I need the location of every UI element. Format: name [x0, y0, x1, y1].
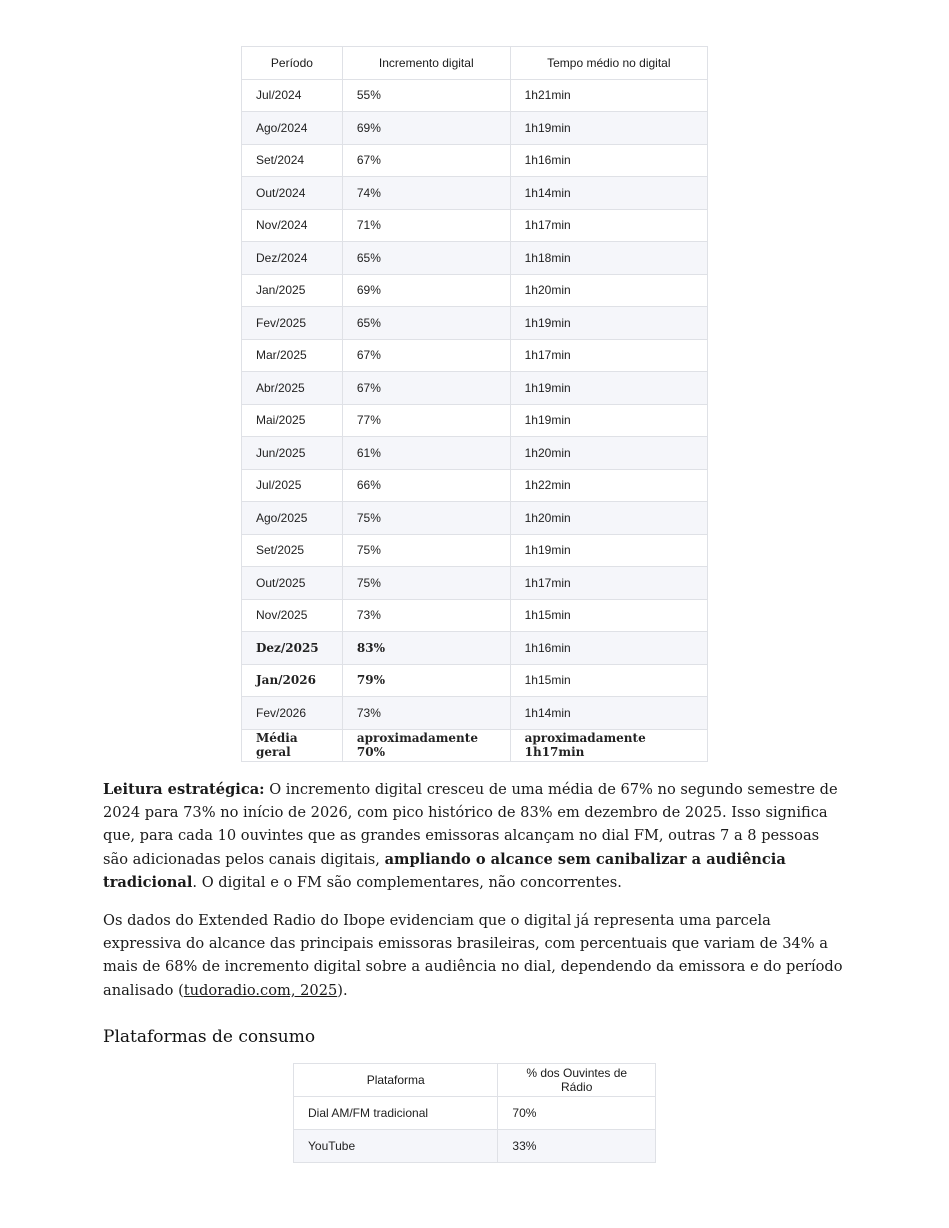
cell-percent: 33% — [498, 1130, 656, 1163]
header-incremento: Incremento digital — [342, 47, 510, 80]
cell-periodo: Jul/2025 — [242, 469, 343, 502]
cell-tempo: 1h16min — [510, 144, 707, 177]
cell-incremento: 66% — [342, 469, 510, 502]
cell-incremento: 65% — [342, 307, 510, 340]
cell-periodo: Dez/2025 — [242, 632, 343, 665]
header-periodo: Período — [242, 47, 343, 80]
cell-periodo: Jun/2025 — [242, 437, 343, 470]
header-tempo: Tempo médio no digital — [510, 47, 707, 80]
cell-incremento: 75% — [342, 534, 510, 567]
cell-periodo: Set/2024 — [242, 144, 343, 177]
header-plataforma: Plataforma — [294, 1064, 498, 1097]
cell-incremento: 74% — [342, 177, 510, 210]
strategic-reading-emphasis: ampliando o alcance sem canibalizar a audiência tradicional — [103, 850, 786, 891]
table-row — [242, 144, 708, 177]
cell-periodo: Out/2024 — [242, 177, 343, 210]
cell-incremento: 61% — [342, 437, 510, 470]
table-row — [242, 567, 708, 600]
cell-percent: 70% — [498, 1097, 656, 1130]
section-heading: Plataformas de consumo — [103, 1027, 316, 1047]
strategic-reading-text2: . O digital e o FM são complementares, não concorrentes. — [192, 873, 622, 891]
cell-plataforma: YouTube — [294, 1130, 498, 1163]
platform-table — [293, 1063, 656, 1163]
cell-tempo: 1h19min — [510, 404, 707, 437]
cell-tempo: 1h19min — [510, 307, 707, 340]
cell-incremento: 69% — [342, 274, 510, 307]
cell-incremento: 55% — [342, 79, 510, 112]
table-row — [242, 372, 708, 405]
cell-incremento: 75% — [342, 502, 510, 535]
cell-periodo: Nov/2025 — [242, 599, 343, 632]
table-row — [294, 1097, 656, 1130]
table-header-row — [294, 1064, 656, 1097]
cell-tempo: 1h15min — [510, 599, 707, 632]
strategic-reading-lead: Leitura estratégica: — [103, 781, 265, 798]
cell-incremento: aproximadamente 70% — [342, 729, 510, 762]
cell-tempo: 1h19min — [510, 112, 707, 145]
strategic-reading-paragraph — [103, 778, 848, 894]
table-row — [242, 404, 708, 437]
cell-periodo: Set/2025 — [242, 534, 343, 567]
cell-tempo: 1h19min — [510, 534, 707, 567]
digital-increment-table — [241, 46, 708, 762]
cell-incremento: 65% — [342, 242, 510, 275]
cell-tempo: 1h17min — [510, 567, 707, 600]
cell-tempo: 1h18min — [510, 242, 707, 275]
table-row — [242, 697, 708, 730]
table-row — [242, 307, 708, 340]
cell-tempo: 1h20min — [510, 274, 707, 307]
cell-incremento: 71% — [342, 209, 510, 242]
table-row — [242, 79, 708, 112]
cell-incremento: 75% — [342, 567, 510, 600]
cell-periodo: Jul/2024 — [242, 79, 343, 112]
strategic-reading-text1: O incremento digital cresceu de uma média de 67% no segundo semestre de 2024 para 73% no início de 2026, com pico histórico de 83% em dezembro de 2025. Isso significa que, para cada 10 ouvintes que as grandes emissoras alcançam no dial FM, outras 7 a 8 pessoas são adicionadas pelos canais digitais, — [103, 781, 838, 868]
ibope-end: ). — [337, 981, 348, 999]
table-row — [242, 437, 708, 470]
cell-incremento: 67% — [342, 339, 510, 372]
cell-periodo: Ago/2024 — [242, 112, 343, 145]
table-row — [242, 177, 708, 210]
cell-periodo: Fev/2026 — [242, 697, 343, 730]
cell-incremento: 73% — [342, 599, 510, 632]
cell-periodo: Fev/2025 — [242, 307, 343, 340]
table-row — [242, 502, 708, 535]
header-percent: % dos Ouvintes de Rádio — [498, 1064, 656, 1097]
cell-periodo: Mar/2025 — [242, 339, 343, 372]
table-row — [242, 242, 708, 275]
cell-periodo: Ago/2025 — [242, 502, 343, 535]
cell-incremento: 73% — [342, 697, 510, 730]
cell-tempo: 1h19min — [510, 372, 707, 405]
cell-incremento: 67% — [342, 144, 510, 177]
cell-plataforma: Dial AM/FM tradicional — [294, 1097, 498, 1130]
cell-tempo: 1h14min — [510, 697, 707, 730]
table-row — [242, 274, 708, 307]
table-row — [242, 632, 708, 665]
cell-tempo: 1h16min — [510, 632, 707, 665]
cell-tempo: aproximadamente 1h17min — [510, 729, 707, 762]
table-row — [242, 469, 708, 502]
ibope-text: Os dados do Extended Radio do Ibope evidenciam que o digital já representa uma parcela expressiva do alcance das principais emissoras brasileiras, com percentuais que variam de 34% a mais de 68% de incremento digital sobre a audiência no dial, dependendo da emissora e do período analisado ( — [103, 912, 843, 999]
table-row — [242, 729, 708, 762]
cell-tempo: 1h15min — [510, 664, 707, 697]
cell-periodo: Out/2025 — [242, 567, 343, 600]
cell-tempo: 1h21min — [510, 79, 707, 112]
table-row — [242, 599, 708, 632]
cell-tempo: 1h20min — [510, 437, 707, 470]
cell-periodo: Jan/2026 — [242, 664, 343, 697]
cell-incremento: 67% — [342, 372, 510, 405]
table-row — [242, 339, 708, 372]
table-row — [242, 534, 708, 567]
table-row — [294, 1130, 656, 1163]
cell-tempo: 1h22min — [510, 469, 707, 502]
source-link[interactable]: tudoradio.com, 2025 — [183, 981, 338, 999]
table-row — [242, 209, 708, 242]
table-header-row — [242, 47, 708, 80]
cell-periodo: Abr/2025 — [242, 372, 343, 405]
cell-tempo: 1h20min — [510, 502, 707, 535]
cell-periodo: Jan/2025 — [242, 274, 343, 307]
cell-incremento: 79% — [342, 664, 510, 697]
cell-tempo: 1h17min — [510, 339, 707, 372]
cell-periodo: Média geral — [242, 729, 343, 762]
cell-incremento: 69% — [342, 112, 510, 145]
cell-tempo: 1h17min — [510, 209, 707, 242]
table-row — [242, 664, 708, 697]
cell-periodo: Dez/2024 — [242, 242, 343, 275]
cell-periodo: Mai/2025 — [242, 404, 343, 437]
table-row — [242, 112, 708, 145]
ibope-paragraph — [103, 909, 848, 1002]
cell-tempo: 1h14min — [510, 177, 707, 210]
cell-periodo: Nov/2024 — [242, 209, 343, 242]
cell-incremento: 83% — [342, 632, 510, 665]
cell-incremento: 77% — [342, 404, 510, 437]
